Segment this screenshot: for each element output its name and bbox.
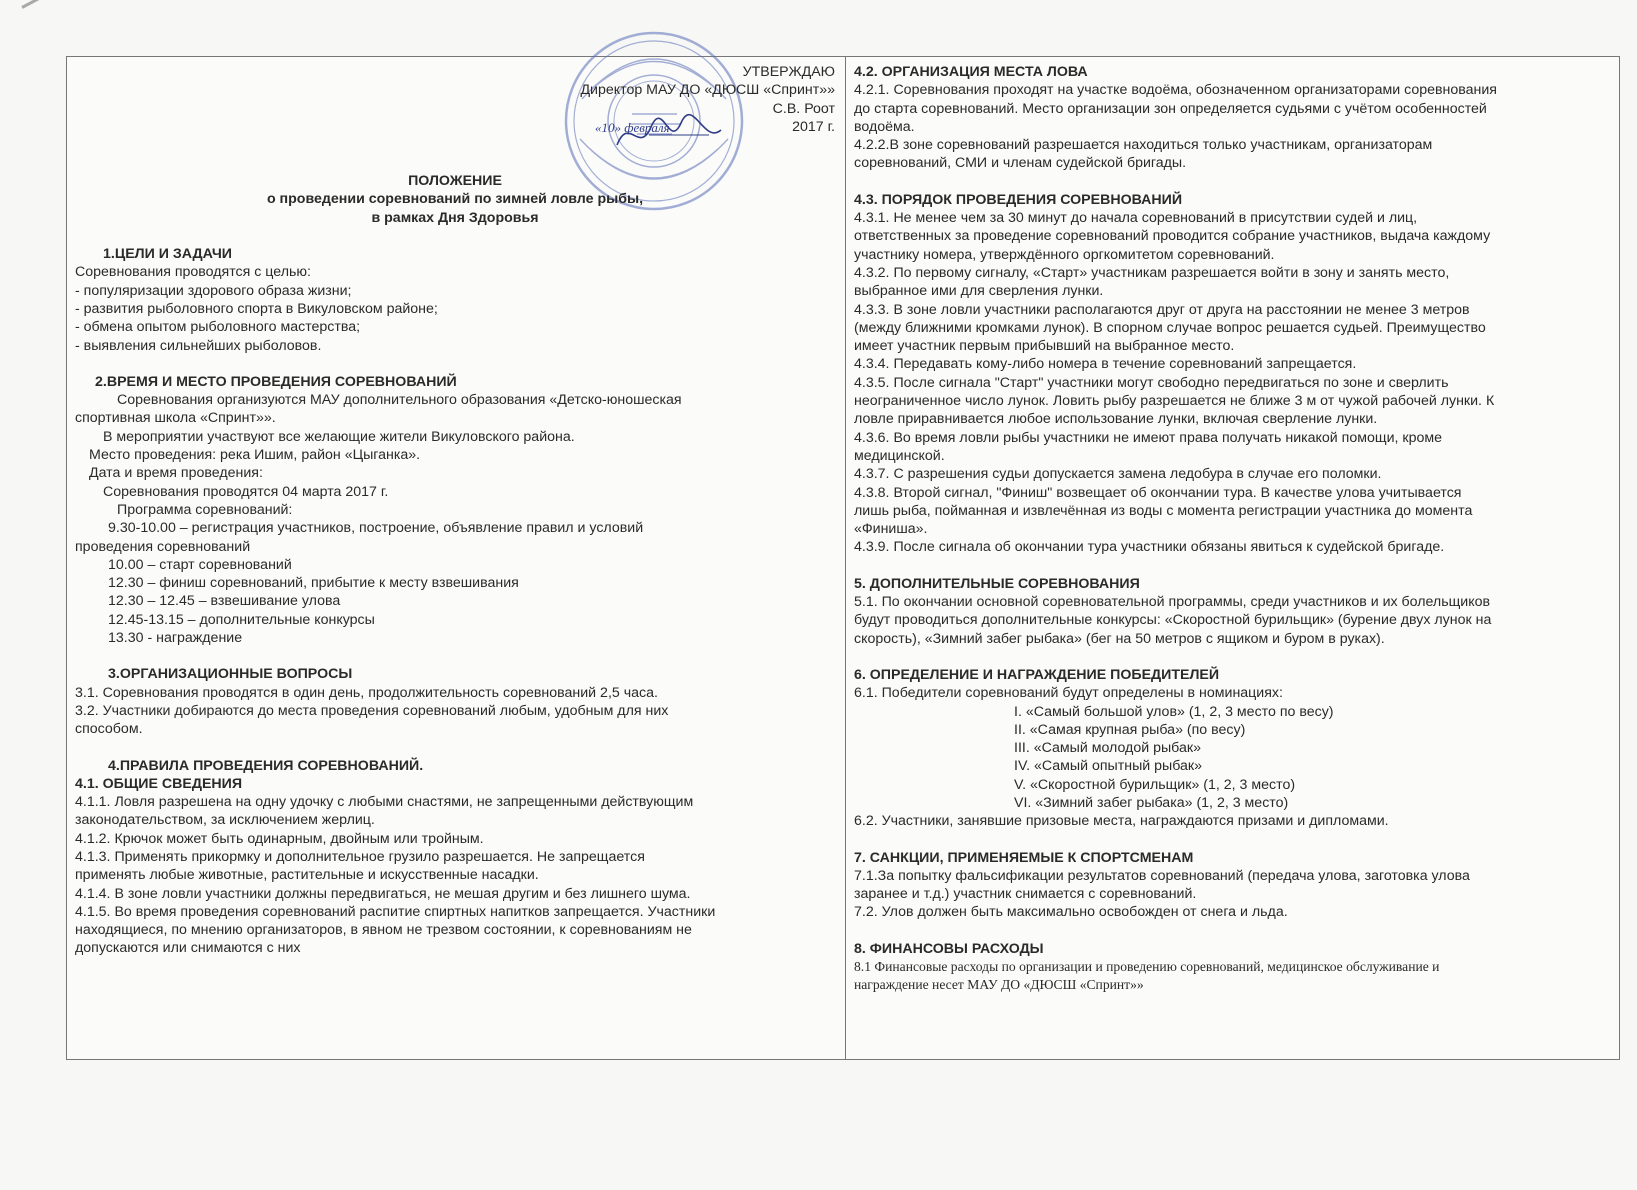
sec42-text: водоёма. [854,118,915,135]
sec7-heading: 7. САНКЦИИ, ПРИМЕНЯЕМЫЕ К СПОРТСМЕНАМ [854,849,1194,866]
sec5-heading: 5. ДОПОЛНИТЕЛЬНЫЕ СОРЕВНОВАНИЯ [854,575,1140,592]
sec1-item: - развития рыболовного спорта в Викуловском районе; [75,300,438,317]
sec2-p6: Программа соревнований: [117,501,293,518]
sec1-intro: Соревнования проводятся с целью: [75,264,311,281]
sec4-text: 4.1.2. Крючок может быть одинарным, двойным или тройным. [75,830,484,847]
sec41-heading: 4.1. ОБЩИЕ СВЕДЕНИЯ [75,775,243,792]
sec4-text: допускаются или снимаются с них [75,940,301,957]
sec43-text: имеет участник первым прибывший на выбранное место. [854,338,1235,355]
sec7-text: 7.1.За попытку фальсификации результатов соревнований (передача улова, заготовка улова [854,867,1470,884]
right-column [854,63,1614,995]
sec43-heading: 4.3. ПОРЯДОК ПРОВЕДЕНИЯ СОРЕВНОВАНИЙ [854,191,1183,208]
sec2-p1b: спортивная школа «Спринт»». [75,410,276,427]
sec43-text: выбранное ими для сверления лунки. [854,283,1104,300]
approval-line1: УТВЕРЖДАЮ [742,64,835,80]
doc-subtitle-2: в рамках Дня Здоровья [371,209,539,226]
sec6-text: 6.1. Победители соревнований будут определены в номинациях: [854,685,1283,702]
scan-artifact [21,0,74,9]
sec7-text: заранее и т.д.) участник снимается с соревнований. [854,886,1197,903]
sec43-text: 4.3.4. Передавать кому-либо номера в течение соревнований запрещается. [854,356,1357,373]
nomination-item: IV. «Самый опытный рыбак» [1014,758,1203,775]
sec3-heading: 3.ОРГАНИЗАЦИОННЫЕ ВОПРОСЫ [108,666,353,683]
sec2-p7b: проведения соревнований [75,538,251,555]
sec1-item: - выявления сильнейших рыболовов. [75,337,322,354]
sec5-text: будут проводиться дополнительные конкурсы: «Скоростной бурильщик» (бурение двух лунок на [854,612,1492,629]
schedule-item: 12.45-13.15 – дополнительные конкурсы [108,611,375,628]
nomination-item: V. «Скоростной бурильщик» (1, 2, 3 место) [1014,776,1296,793]
sec1-heading: 1.ЦЕЛИ И ЗАДАЧИ [103,246,232,263]
sec6-heading: 6. ОПРЕДЕЛЕНИЕ И НАГРАЖДЕНИЕ ПОБЕДИТЕЛЕЙ [854,666,1220,683]
schedule-item: 10.00 – старт соревнований [108,556,292,573]
sec42-text: 4.2.2.В зоне соревнований разрешается находиться только участникам, организаторам [854,137,1433,154]
approval-year: 2017 г. [792,118,835,135]
sec4-text: законодательством, за исключением жерлиц. [75,812,375,829]
nomination-item: I. «Самый большой улов» (1, 2, 3 место по весу) [1014,703,1334,720]
sec43-text: ответственных за проведение соревнований проводится собрание участников, выдача каждому [854,228,1491,245]
schedule-item: 13.30 - награждение [108,630,243,647]
schedule-item: 12.30 – финиш соревнований, прибытие к месту взвешивания [108,575,519,592]
sec2-p7a: 9.30-10.00 – регистрация участников, построение, объявление правил и условий [108,520,644,537]
sec4-text: 4.1.1. Ловля разрешена на одну удочку с любыми снастями, не запрещенными действующим [75,794,694,811]
nomination-item: VI. «Зимний забег рыбака» (1, 2, 3 место) [1014,794,1289,811]
sec43-text: 4.3.5. После сигнала "Старт" участники могут свободно передвигаться по зоне и сверлить [854,374,1449,391]
column-divider [845,57,846,1059]
approval-line4 [75,118,835,136]
sec43-text: 4.3.2. По первому сигналу, «Старт» участникам разрешается войти в зону и занять место, [854,264,1450,281]
approval-line2: Директор МАУ ДО «ДЮСШ «Спринт»» [580,82,835,99]
sec43-text: (между ближними кромками лунок). В спорном случае вопрос решается судьей. Преимущество [854,319,1486,336]
sec3-p1: 3.1. Соревнования проводятся в один день, продолжительность соревнований 2,5 часа. [75,684,658,701]
sec5-text: 5.1. По окончании основной соревновательной программы, среди участников и их болельщиков [854,594,1490,611]
sec2-heading: 2.ВРЕМЯ И МЕСТО ПРОВЕДЕНИЯ СОРЕВНОВАНИЙ [95,373,457,390]
left-column [75,63,835,958]
sec5-text: скорость), «Зимний забег рыбака» (бег на 50 метров с ящиком и буром в руках). [854,630,1385,647]
sec8-heading: 8. ФИНАНСОВЫ РАСХОДЫ [854,940,1044,957]
sec3-p2b: способом. [75,721,143,738]
sec43-text: ловле приравнивается любое использование лунки, включая сверление лунки. [854,411,1378,428]
doc-subtitle-1: о проведении соревнований по зимней ловле рыбы, [266,191,644,208]
sec6-text: 6.2. Участники, занявшие призовые места, награждаются призами и дипломами. [854,813,1389,830]
sec42-text: соревнований, СМИ и членам судейской бригады. [854,155,1187,172]
sec4-text: 4.1.4. В зоне ловли участники должны передвигаться, не мешая другим и без лишнего шума. [75,885,691,902]
sec43-text: 4.3.7. С разрешения судьи допускается замена ледобура в случае его поломки. [854,466,1382,483]
approval-line3: С.В. Роот [772,100,835,117]
sec2-p4: Дата и время проведения: [89,465,263,482]
sec43-text: участнику номера, утверждённого оргкомитетом соревнований. [854,246,1275,263]
sec2-p2: В мероприятии участвуют все желающие жители Викуловского района. [103,428,575,445]
sec2-p1a: Соревнования организуются МАУ дополнительного образования «Детско-юношеская [117,392,682,409]
sec43-text: неограниченное число лунок. Ловить рыбу разрешается не ближе 3 м от чужой рабочей лунки. К [854,393,1495,410]
sec4-text: 4.1.3. Применять прикормку и дополнительное грузило разрешается. Не запрещается [75,848,645,865]
sec7-text: 7.2. Улов должен быть максимально освобожден от снега и льда. [854,904,1288,921]
schedule-item: 12.30 – 12.45 – взвешивание улова [108,593,341,610]
sec1-item: - обмена опытом рыболовного мастерства; [75,319,361,336]
sec4-text: применять любые животные, растительные и искусственные насадки. [75,867,539,884]
sec8-text: награждение несет МАУ ДО «ДЮСШ «Спринт»» [854,977,1144,993]
nomination-item: III. «Самый молодой рыбак» [1014,740,1201,757]
sec43-text: медицинской. [854,447,945,464]
approval-date-handwritten: «10» февраля [595,120,670,135]
sec43-text: 4.3.3. В зоне ловли участники располагаются друг от друга на расстоянии не менее 3 метров [854,301,1470,318]
sec1-item: - популяризации здорового образа жизни; [75,282,352,299]
nomination-item: II. «Самая крупная рыба» (по весу) [1014,721,1246,738]
sec4-text: находящиеся, по мнению организаторов, в явном не трезвом состоянии, к соревнованиям не [75,922,692,939]
sec42-text: до старта соревнований. Место организации зон определяется судьями с учётом особенностей [854,100,1487,117]
sec8-text: 8.1 Финансовые расходы по организации и проведению соревнований, медицинское обслуживание и [854,959,1440,975]
sec2-p3: Место проведения: река Ишим, район «Цыганка». [89,447,421,464]
sec2-p5: Соревнования проводятся 04 марта 2017 г. [103,483,389,500]
sec43-text: 4.3.8. Второй сигнал, "Финиш" возвещает об окончании тура. В качестве улова учитывается [854,484,1462,501]
sec43-text: 4.3.9. После сигнала об окончании тура участники обязаны явиться к судейской бригаде. [854,539,1445,556]
sec43-text: лишь рыба, пойманная и извлечённая из воды с момента регистрации участника до момента [854,502,1473,519]
document-page [66,56,1620,1060]
sec43-text: «Финиша». [854,521,928,538]
sec43-text: 4.3.6. Во время ловли рыбы участники не имеют права получать никакой помощи, кроме [854,429,1443,446]
sec4-heading: 4.ПРАВИЛА ПРОВЕДЕНИЯ СОРЕВНОВАНИЙ. [108,757,424,774]
sec42-heading: 4.2. ОРГАНИЗАЦИЯ МЕСТА ЛОВА [854,64,1088,80]
sec3-p2a: 3.2. Участники добираются до места проведения соревнований любым, удобным для них [75,702,669,719]
sec43-text: 4.3.1. Не менее чем за 30 минут до начала соревнований в присутствии судей и лиц, [854,210,1418,227]
sec4-text: 4.1.5. Во время проведения соревнований распитие спиртных напитков запрещается. Участники [75,903,716,920]
doc-title: ПОЛОЖЕНИЕ [408,173,502,190]
sec42-text: 4.2.1. Соревнования проходят на участке водоёма, обозначенном организаторами соревнования [854,82,1497,99]
